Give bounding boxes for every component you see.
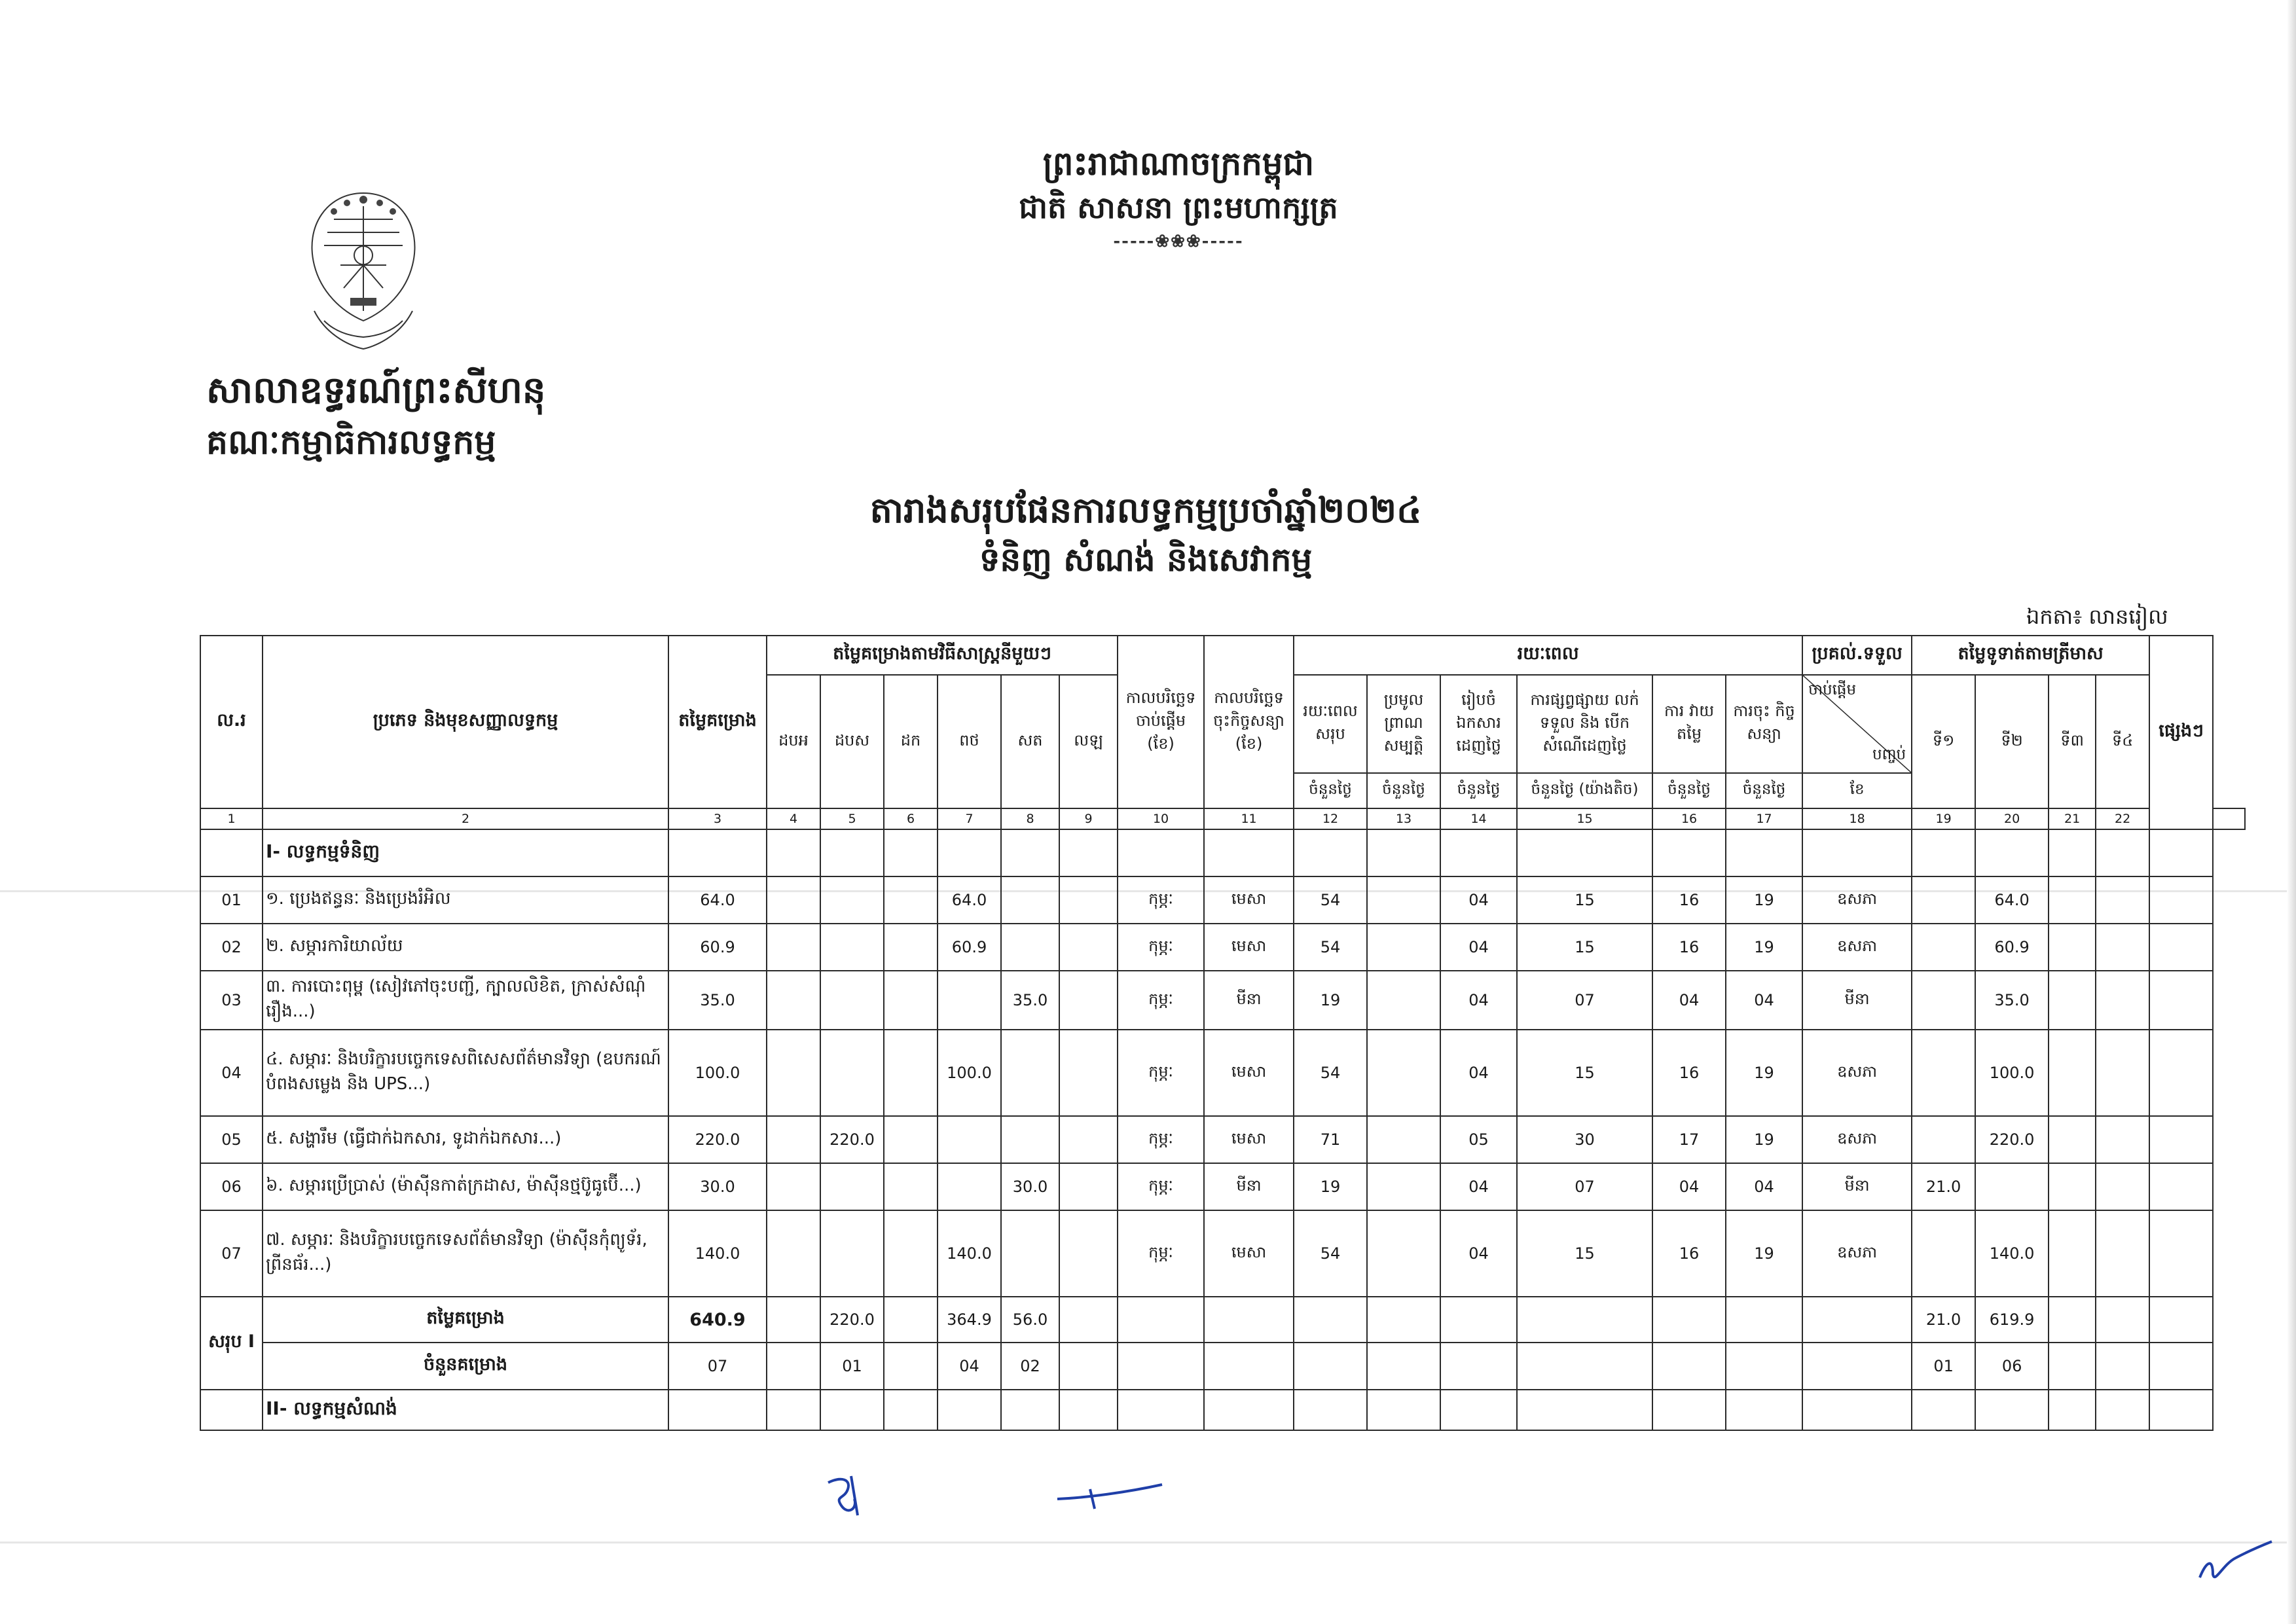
quarter-payment — [2049, 924, 2096, 971]
method-value — [820, 1030, 884, 1116]
summary-budget-method — [884, 1297, 938, 1343]
item-name: ៦. សម្ភារប្រើប្រាស់ (ម៉ាស៊ីនកាត់ក្រដាស, ម៉ាស៊ីនថ្មប៊ូធូប៊ើ...) — [263, 1163, 668, 1210]
header-budget: តម្លៃគម្រោង — [668, 636, 767, 808]
method-value — [1001, 1210, 1059, 1297]
duration-days — [1367, 876, 1440, 924]
column-number: 18 — [1802, 808, 1912, 829]
column-number: 5 — [820, 808, 884, 829]
duration-days: 04 — [1726, 1163, 1802, 1210]
duration-days — [1367, 1030, 1440, 1116]
method-value: 35.0 — [1001, 971, 1059, 1030]
summary-count-method — [767, 1343, 820, 1390]
header-duration-contract: ការចុះ កិច្ចសន្យា — [1726, 675, 1802, 773]
method-value — [1001, 1116, 1059, 1163]
section-spacer — [200, 829, 263, 876]
method-value: 60.9 — [938, 924, 1001, 971]
header-method-5: សត — [1001, 675, 1059, 808]
section-title-goods: I- លទ្ធកម្មទំនិញ — [263, 829, 668, 876]
method-value — [767, 1030, 820, 1116]
document-title — [720, 484, 1571, 584]
contract-month: មេសា — [1204, 876, 1294, 924]
section-row — [200, 1390, 2245, 1430]
column-number: 2 — [263, 808, 668, 829]
duration-days: 04 — [1440, 1030, 1517, 1116]
header-delivery-end: បញ្ចប់ — [1872, 746, 1906, 763]
summary-budget-method: 220.0 — [820, 1297, 884, 1343]
quarter-payment — [2049, 971, 2096, 1030]
delivery-month: ឧសភា — [1802, 924, 1912, 971]
quarter-payment — [1912, 1116, 1975, 1163]
duration-days: 19 — [1726, 1116, 1802, 1163]
summary-count-total: 07 — [668, 1343, 767, 1390]
other-note — [2149, 1030, 2213, 1116]
quarter-payment — [2096, 1163, 2149, 1210]
method-value: 100.0 — [938, 1030, 1001, 1116]
method-value — [767, 1116, 820, 1163]
summary-count-row — [200, 1343, 2245, 1390]
method-value: 30.0 — [1001, 1163, 1059, 1210]
method-value — [767, 971, 820, 1030]
other-note — [2149, 924, 2213, 971]
other-note — [2149, 876, 2213, 924]
title-line-1: តារាងសរុបផែនការលទ្ធកម្មប្រចាំឆ្នាំ២០២៤ — [869, 489, 1422, 531]
method-value — [1059, 1116, 1118, 1163]
duration-days: 07 — [1517, 1163, 1652, 1210]
header-start-month: កាលបរិច្ឆេទ ចាប់ផ្តើម (ខែ) — [1118, 636, 1204, 808]
duration-days: 04 — [1440, 1163, 1517, 1210]
header-duration-total: រយៈពេល សរុប — [1294, 675, 1367, 773]
method-value — [884, 1030, 938, 1116]
quarter-payment — [2096, 1210, 2149, 1297]
duration-days: 15 — [1517, 1210, 1652, 1297]
unit-days: ចំនួនថ្ងៃ — [1294, 773, 1367, 808]
contract-month: មីនា — [1204, 1163, 1294, 1210]
header-contract-month: កាលបរិច្ឆេទ ចុះកិច្ចសន្យា (ខែ) — [1204, 636, 1294, 808]
summary-budget-q: 619.9 — [1975, 1297, 2049, 1343]
summary-count-label: ចំនួនគម្រោង — [263, 1343, 668, 1390]
header-delivery-start: ចាប់ផ្តើម — [1808, 681, 1857, 698]
header-method-6: លឡ — [1059, 675, 1118, 808]
table-row — [200, 1210, 2245, 1297]
handwritten-initial-signature — [822, 1470, 874, 1522]
header-delivery-range — [1802, 675, 1912, 773]
quarter-payment — [2096, 876, 2149, 924]
method-value — [884, 971, 938, 1030]
quarter-payment — [2096, 1116, 2149, 1163]
quarter-payment — [2096, 971, 2149, 1030]
table-row — [200, 924, 2245, 971]
summary-count-q: 01 — [1912, 1343, 1975, 1390]
other-note — [2149, 1163, 2213, 1210]
method-value — [884, 1163, 938, 1210]
contract-month: មីនា — [1204, 971, 1294, 1030]
summary-count-q — [2096, 1343, 2149, 1390]
duration-days: 04 — [1440, 876, 1517, 924]
method-value — [820, 1210, 884, 1297]
summary-budget-label: តម្លៃគម្រោង — [263, 1297, 668, 1343]
contract-month: មេសា — [1204, 1030, 1294, 1116]
method-value — [884, 924, 938, 971]
header-q2: ទី២ — [1975, 675, 2049, 808]
header-delivery: ប្រគល់.ទទួល — [1802, 636, 1912, 675]
duration-days: 54 — [1294, 876, 1367, 924]
summary-count-method — [884, 1343, 938, 1390]
header-duration-prep: ប្រមូលព្រាណ សម្បត្តិ — [1367, 675, 1440, 773]
method-value — [767, 876, 820, 924]
unit-days-work: ចំនួនថ្ងៃ (យ៉ាងតិច) — [1517, 773, 1652, 808]
summary-budget-q — [2049, 1297, 2096, 1343]
unit-days: ចំនួនថ្ងៃ — [1726, 773, 1802, 808]
duration-days: 04 — [1440, 924, 1517, 971]
duration-days: 07 — [1517, 971, 1652, 1030]
method-value — [767, 1210, 820, 1297]
method-value — [1001, 876, 1059, 924]
method-value — [1059, 971, 1118, 1030]
contract-month: មេសា — [1204, 1210, 1294, 1297]
method-value — [767, 924, 820, 971]
header-quarterly: តម្លៃទូទាត់តាមត្រីមាស — [1912, 636, 2149, 675]
committee-name: គណៈកម្មាធិការលទ្ធកម្ម — [206, 422, 496, 462]
kingdom-motto: ជាតិ សាសនា ព្រះមហាក្សត្រ — [1019, 190, 1338, 225]
header-duration-eval: ការ វាយតម្លៃ — [1652, 675, 1726, 773]
quarter-payment — [1912, 1030, 1975, 1116]
column-number: 3 — [668, 808, 767, 829]
table-row — [200, 1030, 2245, 1116]
quarter-payment: 220.0 — [1975, 1116, 2049, 1163]
column-number: 15 — [1517, 808, 1652, 829]
unit-month: ខែ — [1802, 773, 1912, 808]
institution-block — [206, 363, 545, 468]
method-value — [1059, 1210, 1118, 1297]
column-number: 11 — [1204, 808, 1294, 829]
method-value: 140.0 — [938, 1210, 1001, 1297]
item-budget: 60.9 — [668, 924, 767, 971]
procurement-plan-table — [200, 635, 2246, 1431]
row-number: 05 — [200, 1116, 263, 1163]
header-method-2: ដបស — [820, 675, 884, 808]
column-number: 16 — [1652, 808, 1726, 829]
item-name: ៤. សម្ភារៈ និងបរិក្ខារបច្ចេកទេសពិសេសព័ត៌មានវិទ្យា (ឧបករណ៍បំពងសម្លេង និង UPS...) — [263, 1030, 668, 1116]
header-method-1: ដបអ — [767, 675, 820, 808]
quarter-payment — [2096, 924, 2149, 971]
item-budget: 30.0 — [668, 1163, 767, 1210]
item-name: ២. សម្ភារការិយាល័យ — [263, 924, 668, 971]
contract-month: មេសា — [1204, 1116, 1294, 1163]
summary-count-method: 01 — [820, 1343, 884, 1390]
method-value — [1001, 924, 1059, 971]
scan-fold-line — [0, 1542, 2296, 1543]
duration-days: 04 — [1652, 971, 1726, 1030]
item-budget: 100.0 — [668, 1030, 767, 1116]
column-number: 12 — [1294, 808, 1367, 829]
header-by-method: តម្លៃគម្រោងតាមវិធីសាស្ត្រនីមួយៗ — [767, 636, 1118, 675]
duration-days: 04 — [1726, 971, 1802, 1030]
table-body — [200, 876, 2245, 1297]
column-number: 7 — [938, 808, 1001, 829]
item-name: ៥. សង្ហារឹម (ធ្វើជាក់ឯកសារ, ទូដាក់ឯកសារ...) — [263, 1116, 668, 1163]
method-value — [1001, 1030, 1059, 1116]
ornament-divider: -----❀❀❀----- — [1113, 232, 1244, 251]
duration-days: 30 — [1517, 1116, 1652, 1163]
item-budget: 220.0 — [668, 1116, 767, 1163]
method-value — [820, 924, 884, 971]
duration-days: 17 — [1652, 1116, 1726, 1163]
column-number: 4 — [767, 808, 820, 829]
duration-days: 19 — [1294, 1163, 1367, 1210]
summary-budget-q: 21.0 — [1912, 1297, 1975, 1343]
header-q3: ទី៣ — [2049, 675, 2096, 808]
quarter-payment — [1912, 876, 1975, 924]
item-name: ១. ប្រេងឥន្ធនៈ និងប្រេងរំអិល — [263, 876, 668, 924]
start-month: កុម្ភៈ — [1118, 924, 1204, 971]
duration-days: 19 — [1726, 876, 1802, 924]
summary-count-method: 04 — [938, 1343, 1001, 1390]
method-value — [767, 1163, 820, 1210]
section-row — [200, 829, 2245, 876]
header-method-3: ដក — [884, 675, 938, 808]
method-value — [938, 1163, 1001, 1210]
column-number: 22 — [2096, 808, 2149, 829]
court-emblem-logo — [288, 180, 439, 357]
column-number: 20 — [1975, 808, 2049, 829]
column-number: 21 — [2049, 808, 2096, 829]
duration-days: 04 — [1652, 1163, 1726, 1210]
summary-count-q: 06 — [1975, 1343, 2049, 1390]
duration-days: 71 — [1294, 1116, 1367, 1163]
unit-days: ចំនួនថ្ងៃ — [1652, 773, 1726, 808]
duration-days: 05 — [1440, 1116, 1517, 1163]
title-line-2: ទំនិញ សំណង់ និងសេវាកម្ម — [979, 540, 1313, 579]
start-month: កុម្ភៈ — [1118, 1116, 1204, 1163]
start-month: កុម្ភៈ — [1118, 971, 1204, 1030]
duration-days: 04 — [1440, 971, 1517, 1030]
method-value — [820, 876, 884, 924]
item-name: ៧. សម្ភារៈ និងបរិក្ខារបច្ចេកទេសព័ត៌មានវិទ្យា (ម៉ាស៊ីនកុំព្យូទ័រ, ព្រីនធ័រ...) — [263, 1210, 668, 1297]
summary-budget-method — [1059, 1297, 1118, 1343]
duration-days — [1367, 1163, 1440, 1210]
header-no: ល.រ — [200, 636, 263, 808]
duration-days: 19 — [1726, 1030, 1802, 1116]
start-month: កុម្ភៈ — [1118, 1163, 1204, 1210]
column-number: 6 — [884, 808, 938, 829]
header-other: ផ្សេងៗ — [2149, 636, 2213, 829]
quarter-payment — [2049, 1163, 2096, 1210]
header-duration: រយៈពេល — [1294, 636, 1802, 675]
row-number: 04 — [200, 1030, 263, 1116]
quarter-payment: 35.0 — [1975, 971, 2049, 1030]
method-value — [884, 1210, 938, 1297]
summary-count-q — [2049, 1343, 2096, 1390]
quarter-payment — [1912, 971, 1975, 1030]
table-row — [200, 1116, 2245, 1163]
other-note — [2149, 1116, 2213, 1163]
column-number: 17 — [1726, 808, 1802, 829]
column-number-row — [200, 808, 2245, 829]
header-duration-docs: រៀបចំ ឯកសារ ដេញថ្លៃ — [1440, 675, 1517, 773]
column-number: 19 — [1912, 808, 1975, 829]
quarter-payment — [1912, 924, 1975, 971]
method-value: 64.0 — [938, 876, 1001, 924]
duration-days: 16 — [1652, 1030, 1726, 1116]
method-value — [1059, 876, 1118, 924]
quarter-payment — [2049, 1116, 2096, 1163]
delivery-month: មីនា — [1802, 1163, 1912, 1210]
duration-days: 15 — [1517, 876, 1652, 924]
handwritten-initial-signature — [1054, 1479, 1165, 1512]
summary-budget-method — [767, 1297, 820, 1343]
summary-budget-total: 640.9 — [668, 1297, 767, 1343]
row-number: 03 — [200, 971, 263, 1030]
method-value — [938, 971, 1001, 1030]
duration-days: 54 — [1294, 1030, 1367, 1116]
column-number: 14 — [1440, 808, 1517, 829]
quarter-payment — [2096, 1030, 2149, 1116]
duration-days: 19 — [1726, 924, 1802, 971]
section-title-construction: II- លទ្ធកម្មសំណង់ — [263, 1390, 668, 1430]
quarter-payment: 21.0 — [1912, 1163, 1975, 1210]
summary-label: សរុប I — [200, 1297, 263, 1390]
header-row-1 — [200, 636, 2245, 675]
summary-budget-q — [2096, 1297, 2149, 1343]
row-number: 06 — [200, 1163, 263, 1210]
duration-days — [1367, 1210, 1440, 1297]
method-value — [1059, 1030, 1118, 1116]
quarter-payment — [2049, 1210, 2096, 1297]
quarter-payment: 140.0 — [1975, 1210, 2049, 1297]
duration-days: 16 — [1652, 1210, 1726, 1297]
header-q1: ទី១ — [1912, 675, 1975, 808]
summary-budget-method: 364.9 — [938, 1297, 1001, 1343]
duration-days — [1367, 1116, 1440, 1163]
quarter-payment: 60.9 — [1975, 924, 2049, 971]
method-value — [820, 971, 884, 1030]
scan-edge — [2287, 0, 2296, 1624]
method-value — [884, 876, 938, 924]
item-name: ៣. ការបោះពុម្ព (សៀវភៅចុះបញ្ជី, ក្បាលលិខិត, ក្រាស់សំណុំរឿង...) — [263, 971, 668, 1030]
row-number: 02 — [200, 924, 263, 971]
start-month: កុម្ភៈ — [1118, 876, 1204, 924]
duration-days — [1367, 971, 1440, 1030]
column-number: 1 — [200, 808, 263, 829]
column-number: 8 — [1001, 808, 1059, 829]
table-row — [200, 876, 2245, 924]
duration-days: 19 — [1294, 971, 1367, 1030]
duration-days: 16 — [1652, 876, 1726, 924]
other-note — [2149, 1210, 2213, 1297]
unit-days: ចំនួនថ្ងៃ — [1440, 773, 1517, 808]
contract-month: មេសា — [1204, 924, 1294, 971]
kingdom-name: ព្រះរាជាណាចក្រកម្ពុជា — [1042, 144, 1315, 183]
start-month: កុម្ភៈ — [1118, 1030, 1204, 1116]
method-value — [884, 1116, 938, 1163]
duration-days: 04 — [1440, 1210, 1517, 1297]
duration-days: 54 — [1294, 1210, 1367, 1297]
method-value — [1059, 1163, 1118, 1210]
table-row — [200, 1163, 2245, 1210]
item-budget: 35.0 — [668, 971, 767, 1030]
summary-count-method: 02 — [1001, 1343, 1059, 1390]
row-number: 07 — [200, 1210, 263, 1297]
quarter-payment — [1975, 1163, 2049, 1210]
header-type: ប្រភេទ និងមុខសញ្ញាលទ្ធកម្ម — [263, 636, 668, 808]
method-value — [938, 1116, 1001, 1163]
quarter-payment: 100.0 — [1975, 1030, 2049, 1116]
column-number: 10 — [1118, 808, 1204, 829]
method-value: 220.0 — [820, 1116, 884, 1163]
method-value — [820, 1163, 884, 1210]
table-row — [200, 971, 2245, 1030]
delivery-month: ឧសភា — [1802, 876, 1912, 924]
method-value — [1059, 924, 1118, 971]
delivery-month: ឧសភា — [1802, 1116, 1912, 1163]
duration-days: 54 — [1294, 924, 1367, 971]
duration-days: 15 — [1517, 924, 1652, 971]
delivery-month: មីនា — [1802, 971, 1912, 1030]
item-budget: 64.0 — [668, 876, 767, 924]
header-q4: ទី៤ — [2096, 675, 2149, 808]
header-duration-advert: ការផ្សព្វផ្សាយ លក់ ទទួល និង បើកសំណើដេញថ្លៃ — [1517, 675, 1652, 773]
delivery-month: ឧសភា — [1802, 1030, 1912, 1116]
institution-name: សាលាឧទ្ធរណ៍ព្រះសីហនុ — [206, 369, 546, 412]
row-number: 01 — [200, 876, 263, 924]
other-note — [2149, 971, 2213, 1030]
duration-days: 16 — [1652, 924, 1726, 971]
item-budget: 140.0 — [668, 1210, 767, 1297]
summary-budget-method: 56.0 — [1001, 1297, 1059, 1343]
quarter-payment — [1912, 1210, 1975, 1297]
quarter-payment: 64.0 — [1975, 876, 2049, 924]
quarter-payment — [2049, 1030, 2096, 1116]
summary-count-method — [1059, 1343, 1118, 1390]
column-number: 9 — [1059, 808, 1118, 829]
summary-budget-row — [200, 1297, 2245, 1343]
handwritten-initial-signature — [2196, 1538, 2275, 1587]
duration-days: 15 — [1517, 1030, 1652, 1116]
header-method-4: ពថ — [938, 675, 1001, 808]
duration-days: 19 — [1726, 1210, 1802, 1297]
kingdom-header — [851, 141, 1506, 255]
unit-label: ឯកតា៖ លានរៀល — [2026, 604, 2168, 629]
start-month: កុម្ភៈ — [1118, 1210, 1204, 1297]
duration-days — [1367, 924, 1440, 971]
quarter-payment — [2049, 876, 2096, 924]
delivery-month: ឧសភា — [1802, 1210, 1912, 1297]
unit-days: ចំនួនថ្ងៃ — [1367, 773, 1440, 808]
column-number: 13 — [1367, 808, 1440, 829]
